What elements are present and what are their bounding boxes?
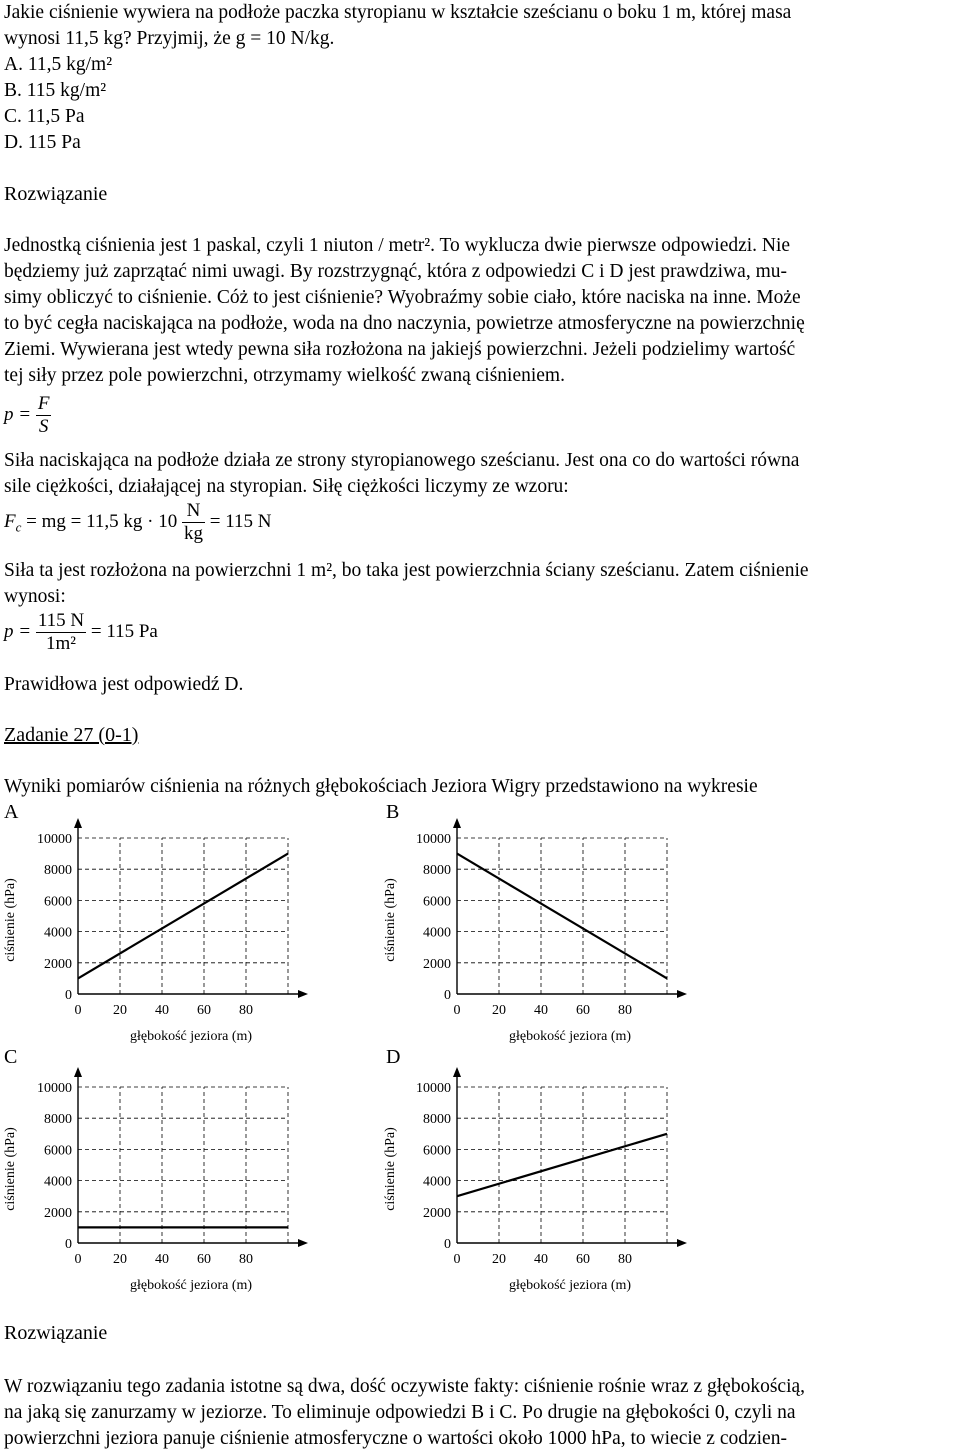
x-axis-arrow — [677, 1239, 687, 1247]
chart-label: B — [386, 801, 400, 823]
formula-gravity-lhs: F — [4, 510, 16, 532]
x-axis-arrow — [298, 1239, 308, 1247]
x-tick-label: 40 — [155, 1252, 169, 1267]
solution1-para2-line1: Siła naciskająca na podłoże działa ze strony styropianowego sześcianu. Jest ona co do wartości równa — [4, 450, 800, 471]
y-tick-label: 10000 — [37, 1081, 72, 1096]
x-tick-label: 20 — [492, 1252, 506, 1267]
solution1-para1-line1: Jednostką ciśnienia jest 1 paskal, czyli 1 niuton / metr². To wyklucza dwie pierwsze odpowiedzi. Nie — [4, 235, 791, 256]
x-axis-arrow — [677, 990, 687, 998]
chart-label: C — [4, 1046, 18, 1068]
x-tick-label: 80 — [618, 1003, 632, 1018]
answer-line: Prawidłowa jest odpowiedź D. — [4, 674, 244, 695]
x-axis-label: głębokość jeziora (m) — [129, 1278, 253, 1293]
formula-gravity-den: kg — [183, 523, 203, 544]
x-tick-label: 60 — [576, 1252, 590, 1267]
x-tick-label: 0 — [453, 1252, 461, 1267]
solution-heading-1: Rozwiązanie — [4, 183, 108, 205]
x-tick-label: 0 — [74, 1252, 82, 1267]
y-axis-arrow — [74, 818, 82, 828]
chart-label: D — [386, 1046, 401, 1068]
y-tick-label: 6000 — [423, 894, 451, 910]
y-tick-label: 0 — [65, 988, 72, 1003]
y-tick-label: 2000 — [44, 956, 72, 972]
y-tick-label: 2000 — [44, 1205, 72, 1221]
x-tick-label: 60 — [197, 1252, 211, 1267]
formula-result-den: 1m² — [45, 633, 76, 654]
option-c: C. 11,5 Pa — [4, 106, 85, 127]
x-tick-label: 20 — [113, 1003, 127, 1018]
y-tick-label: 2000 — [423, 956, 451, 972]
y-axis-arrow — [453, 818, 461, 828]
y-tick-label: 6000 — [423, 1143, 451, 1159]
chart-b — [383, 801, 687, 1044]
task27-text: Wyniki pomiarów ciśnienia na różnych głębokościach Jeziora Wigry przedstawiono na wykresie — [4, 776, 758, 797]
formula-pressure-lhs: p = — [4, 403, 32, 425]
formula-gravity-sub: c — [15, 519, 22, 535]
formula-result-rhs: = 115 Pa — [90, 620, 158, 642]
option-a: A. 11,5 kg/m² — [4, 54, 113, 75]
solution2-line2: na jaką się zanurzamy w jeziorze. To eliminuje odpowiedzi B i C. Po drugie na głębokości 0, czyli na — [4, 1402, 796, 1423]
chart-d — [383, 1046, 687, 1293]
formula-pressure-num: F — [37, 393, 50, 414]
y-tick-label: 8000 — [423, 863, 451, 879]
x-tick-label: 20 — [492, 1003, 506, 1018]
formula-pressure-den: S — [38, 416, 49, 437]
formula-gravity-rhs: = 115 N — [209, 510, 272, 532]
solution1-para1-line5: Ziemi. Wywierana jest wtedy pewna siła rozłożona na jakiejś powierzchni. Jeżeli podzielimy wartość — [4, 339, 796, 360]
y-tick-label: 8000 — [44, 863, 72, 879]
y-axis-arrow — [74, 1067, 82, 1077]
question-line-2: wynosi 11,5 kg? Przyjmij, że g = 10 N/kg. — [4, 28, 335, 49]
x-tick-label: 40 — [155, 1003, 169, 1018]
solution1-para1-line3: simy obliczyć to ciśnienie. Cóż to jest ciśnienie? Wyobraźmy sobie ciało, które naciska na inne. Może — [4, 287, 801, 308]
y-axis-arrow — [453, 1067, 461, 1077]
y-tick-label: 4000 — [44, 1174, 72, 1190]
option-d: D. 115 Pa — [4, 132, 81, 153]
y-tick-label: 8000 — [44, 1112, 72, 1128]
x-tick-label: 0 — [453, 1003, 461, 1018]
y-tick-label: 2000 — [423, 1205, 451, 1221]
y-tick-label: 4000 — [423, 1174, 451, 1190]
solution1-para1-line2: będziemy już zaprzątać nimi uwagi. By rozstrzygnąć, która z odpowiedzi C i D jest prawdziwa, mu- — [4, 261, 787, 282]
y-axis-label: ciśnienie (hPa) — [383, 878, 398, 962]
formula-result-lhs: p = — [4, 620, 32, 642]
y-tick-label: 4000 — [423, 925, 451, 941]
chart-c — [3, 1046, 308, 1293]
solution1-para2-line2: sile ciężkości, działającej na styropian. Siłę ciężkości liczymy ze wzoru: — [4, 476, 569, 497]
y-tick-label: 4000 — [44, 925, 72, 941]
x-tick-label: 80 — [239, 1252, 253, 1267]
x-tick-label: 80 — [239, 1003, 253, 1018]
y-tick-label: 6000 — [44, 1143, 72, 1159]
formula-gravity-mid: = mg = 11,5 kg · 10 — [26, 510, 178, 532]
series-line-a — [78, 854, 288, 979]
x-axis-arrow — [298, 990, 308, 998]
x-axis-label: głębokość jeziora (m) — [508, 1278, 632, 1293]
solution1-para3-line2: wynosi: — [4, 586, 66, 607]
y-tick-label: 8000 — [423, 1112, 451, 1128]
y-axis-label: ciśnienie (hPa) — [3, 878, 18, 962]
y-tick-label: 10000 — [416, 832, 451, 847]
x-axis-label: głębokość jeziora (m) — [508, 1029, 632, 1044]
y-tick-label: 0 — [444, 988, 451, 1003]
x-tick-label: 60 — [576, 1003, 590, 1018]
y-tick-label: 6000 — [44, 894, 72, 910]
y-tick-label: 0 — [444, 1237, 451, 1252]
solution2-line1: W rozwiązaniu tego zadania istotne są dwa, dość oczywiste fakty: ciśnienie rośnie wraz z głębokością, — [4, 1376, 806, 1397]
y-tick-label: 10000 — [37, 832, 72, 847]
solution-heading-2: Rozwiązanie — [4, 1322, 108, 1344]
x-axis-label: głębokość jeziora (m) — [129, 1029, 253, 1044]
x-tick-label: 0 — [74, 1003, 82, 1018]
formula-gravity-num: N — [182, 500, 205, 523]
solution1-para1-line4: to być cegła naciskająca na podłoże, woda na dno naczynia, powietrze atmosferyczne na powierzchnię — [4, 313, 805, 334]
y-axis-label: ciśnienie (hPa) — [383, 1127, 398, 1211]
x-tick-label: 20 — [113, 1252, 127, 1267]
series-line-d — [457, 1134, 667, 1196]
solution1-para3-line1: Siła ta jest rozłożona na powierzchni 1 m², bo taka jest powierzchnia ściany sześcianu. Zatem ciśnienie — [4, 560, 809, 581]
x-tick-label: 40 — [534, 1252, 548, 1267]
x-tick-label: 60 — [197, 1003, 211, 1018]
y-tick-label: 10000 — [416, 1081, 451, 1096]
y-axis-label: ciśnienie (hPa) — [3, 1127, 18, 1211]
series-line-b — [457, 854, 667, 979]
formula-result-num: 115 N — [37, 610, 85, 631]
task27-heading: Zadanie 27 (0-1) — [4, 724, 139, 746]
chart-label: A — [4, 801, 19, 823]
y-tick-label: 0 — [65, 1237, 72, 1252]
chart-a — [3, 801, 308, 1044]
question-line-1: Jakie ciśnienie wywiera na podłoże paczka styropianu w kształcie sześcianu o boku 1 m, której masa — [4, 2, 792, 23]
x-tick-label: 40 — [534, 1003, 548, 1018]
solution1-para1-line6: tej siły przez pole powierzchni, otrzymamy wielkość zwaną ciśnieniem. — [4, 365, 565, 386]
option-b: B. 115 kg/m² — [4, 80, 107, 101]
solution2-line3: powierzchni jeziora panuje ciśnienie atmosferyczne o wartości około 1000 hPa, to wiecie z codzien- — [4, 1428, 787, 1449]
x-tick-label: 80 — [618, 1252, 632, 1267]
